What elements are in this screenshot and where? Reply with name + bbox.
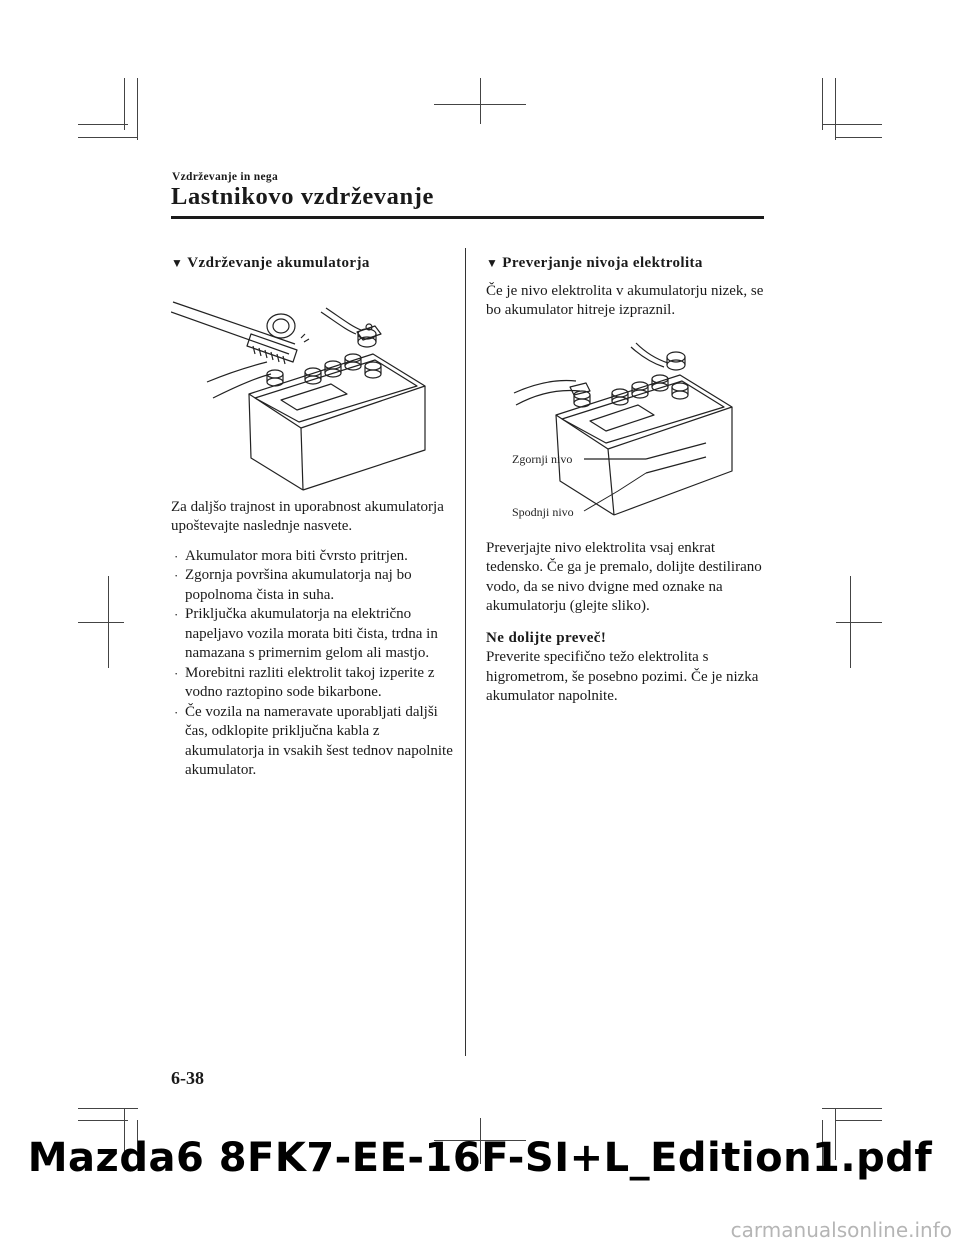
- crop-mark: [835, 1120, 882, 1121]
- list-item: · Če vozila na nameravate uporabljati daljši čas, odklopite priključna kabla z akumulatorja in vsakih šest tednov napolnite akumulator.: [174, 703, 453, 778]
- crop-mark: [835, 78, 836, 140]
- warning-title: Ne dolijte preveč!: [486, 629, 607, 646]
- page-number: 6-38: [171, 1068, 204, 1088]
- crop-mark: [822, 1108, 882, 1109]
- crop-mark: [480, 78, 481, 124]
- electrolite-body: Preverjajte nivo elektrolita vsaj enkrat tedensko. Če ga je premalo, dolijte destilirano vodo, da se nivo dvigne med oznake na akumulatorju (glejte sliko).: [486, 539, 762, 614]
- title-rule: [171, 216, 764, 219]
- breadcrumb: Vzdrževanje in nega: [172, 171, 278, 183]
- section-heading-electrolite-level: [486, 254, 768, 274]
- right-column: [486, 254, 768, 707]
- crop-mark: [434, 104, 526, 105]
- section-heading-text: Preverjanje nivoja elektrolita: [502, 255, 703, 271]
- electrolite-level-illustration: [486, 333, 768, 533]
- triangle-marker-icon: ▼: [486, 256, 499, 270]
- warning-body: Preverite specifično težo elektrolita s higrometrom, še posebno pozimi. Če je nizka akumulator napolnite.: [486, 649, 759, 704]
- list-item: · Morebitni razliti elektrolit takoj izperite z vodno raztopino sode bikarbone.: [174, 664, 435, 700]
- lower-level-label: Spodnji nivo: [512, 504, 574, 519]
- list-item: · Priključka akumulatorja na električno napeljavo vozila morata biti čista, trdna in namazana s primernim gelom ali mastjo.: [174, 606, 438, 661]
- bullet-icon: ·: [174, 607, 179, 622]
- crop-mark: [78, 124, 128, 125]
- section-heading-text: Vzdrževanje akumulatorja: [187, 255, 370, 271]
- crop-mark: [822, 78, 823, 130]
- triangle-marker-icon: ▼: [171, 256, 184, 270]
- bullet-icon: ·: [174, 548, 179, 564]
- list-item: · Zgornja površina akumulatorja naj bo popolnoma čista in suha.: [174, 567, 412, 603]
- bullet-icon: ·: [174, 704, 179, 720]
- column-divider: [465, 248, 466, 1056]
- list-item: · Akumulator mora biti čvrsto pritrjen.: [171, 547, 453, 567]
- crop-mark: [124, 78, 125, 130]
- bullet-icon: ·: [174, 665, 179, 681]
- crop-mark: [78, 137, 138, 138]
- electrolite-intro: Če je nivo elektrolita v akumulatorju nizek, se bo akumulator hitreje izpraznil.: [486, 282, 764, 318]
- crop-mark: [822, 124, 882, 125]
- page-title: Lastnikovo vzdrževanje: [171, 183, 434, 210]
- left-column: [171, 254, 453, 781]
- site-watermark: carmanualsonline.info: [730, 1218, 952, 1242]
- crop-mark: [137, 78, 138, 140]
- bullet-icon: ·: [174, 568, 179, 583]
- crop-mark: [835, 137, 882, 138]
- maintenance-tips-list: [171, 547, 453, 781]
- crop-mark: [78, 1120, 128, 1121]
- document-filename: Mazda6 8FK7-EE-16F-SI+L_Edition1.pdf: [27, 1135, 933, 1181]
- upper-level-label: Zgornji nivo: [512, 451, 573, 466]
- crop-mark: [836, 622, 882, 623]
- battery-cleaning-illustration: [171, 282, 453, 492]
- section-heading-battery-maintenance: [171, 254, 453, 274]
- crop-mark: [78, 622, 124, 623]
- battery-maintenance-intro: Za daljšo trajnost in uporabnost akumulatorja upoštevajte naslednje nasvete.: [171, 498, 444, 534]
- crop-mark: [78, 1108, 138, 1109]
